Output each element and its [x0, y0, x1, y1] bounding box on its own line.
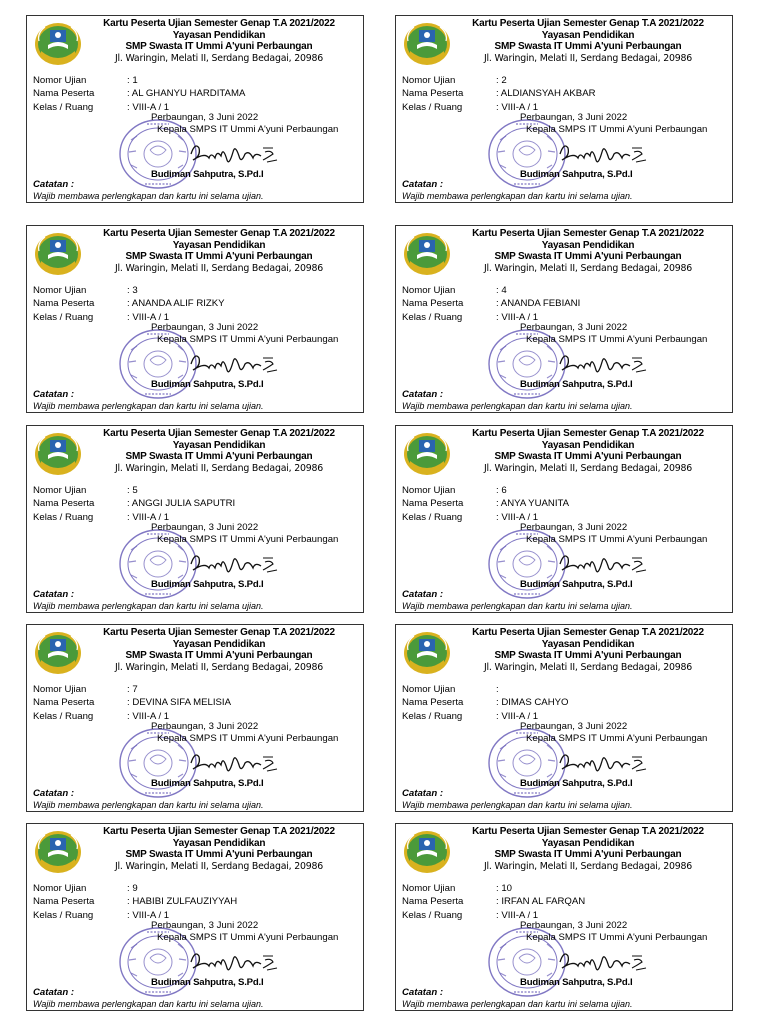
- value-kelas-ruang: : VIII-A / 1: [127, 101, 170, 113]
- exam-card: [26, 15, 364, 203]
- label-nama-peserta: Nama Peserta: [402, 298, 464, 310]
- place-date: Perbaungan, 3 Juni 2022: [151, 322, 259, 333]
- signer-name: Budiman Sahputra, S.Pd.I: [520, 778, 633, 789]
- value-nama-peserta: : AL GHANYU HARDITAMA: [127, 88, 246, 100]
- label-kelas-ruang: Kelas / Ruang: [402, 909, 463, 921]
- value-nama-peserta: : ANGGI JULIA SAPUTRI: [127, 498, 236, 510]
- card-header: [444, 627, 732, 673]
- value-nomor-ujian: : 1: [127, 75, 138, 86]
- value-nama-peserta: : DEVINA SIFA MELISIA: [127, 697, 231, 709]
- label-nama-peserta: Nama Peserta: [402, 896, 464, 908]
- note-text: Wajib membawa perlengkapan dan kartu ini selama ujian.: [33, 191, 264, 201]
- field-row-nomor: [33, 684, 353, 697]
- exam-card: [395, 15, 733, 203]
- card-header: [444, 428, 732, 474]
- participant-fields: [33, 684, 353, 724]
- label-nomor-ujian: Nomor Ujian: [33, 684, 87, 695]
- school-name: SMP Swasta IT Ummi A'yuni Perbaungan: [125, 451, 313, 463]
- place-date: Perbaungan, 3 Juni 2022: [520, 920, 628, 931]
- field-row-nomor: [402, 75, 722, 88]
- participant-fields: [402, 684, 722, 724]
- label-nomor-ujian: Nomor Ujian: [33, 883, 87, 894]
- foundation-name: Yayasan Pendidikan: [172, 638, 266, 650]
- field-row-nama: [33, 498, 353, 511]
- signature-icon: [187, 348, 287, 380]
- school-address: Jl. Waringin, Melati II, Serdang Bedagai, 20986: [114, 52, 324, 64]
- participant-fields: [33, 285, 353, 325]
- exam-card: [395, 225, 733, 413]
- value-kelas-ruang: : VIII-A / 1: [127, 311, 170, 323]
- signer-title: Kepala SMPS IT Ummi A'yuni Perbaungan: [157, 534, 339, 545]
- note-label: Catatan :: [402, 987, 444, 998]
- card-title: Kartu Peserta Ujian Semester Genap T.A 2021/2022: [103, 627, 335, 638]
- exam-card: [26, 624, 364, 812]
- card-title: Kartu Peserta Ujian Semester Genap T.A 2021/2022: [472, 228, 704, 239]
- label-nama-peserta: Nama Peserta: [402, 697, 464, 709]
- place-date: Perbaungan, 3 Juni 2022: [520, 522, 628, 533]
- participant-fields: [402, 485, 722, 525]
- label-nomor-ujian: Nomor Ujian: [33, 285, 87, 296]
- foundation-name: Yayasan Pendidikan: [541, 638, 635, 650]
- value-kelas-ruang: : VIII-A / 1: [496, 101, 539, 113]
- school-name: SMP Swasta IT Ummi A'yuni Perbaungan: [125, 251, 313, 263]
- note-text: Wajib membawa perlengkapan dan kartu ini selama ujian.: [402, 999, 633, 1009]
- participant-fields: [402, 285, 722, 325]
- field-row-nomor: [402, 883, 722, 896]
- value-kelas-ruang: : VIII-A / 1: [496, 311, 539, 323]
- school-address: Jl. Waringin, Melati II, Serdang Bedagai, 20986: [114, 462, 324, 474]
- label-nama-peserta: Nama Peserta: [402, 498, 464, 510]
- field-row-nomor: [33, 883, 353, 896]
- field-row-nama: [402, 498, 722, 511]
- place-date: Perbaungan, 3 Juni 2022: [520, 721, 628, 732]
- label-nomor-ujian: Nomor Ujian: [402, 684, 456, 695]
- school-address: Jl. Waringin, Melati II, Serdang Bedagai, 20986: [483, 860, 693, 872]
- value-nomor-ujian: : 5: [127, 485, 138, 496]
- value-kelas-ruang: : VIII-A / 1: [127, 511, 170, 523]
- exam-card: [26, 425, 364, 613]
- value-nomor-ujian: : 9: [127, 883, 138, 894]
- value-nomor-ujian: :: [496, 684, 499, 695]
- label-nama-peserta: Nama Peserta: [33, 498, 95, 510]
- label-kelas-ruang: Kelas / Ruang: [33, 710, 94, 722]
- note-label: Catatan :: [402, 788, 444, 799]
- value-nomor-ujian: : 6: [496, 485, 507, 496]
- signer-title: Kepala SMPS IT Ummi A'yuni Perbaungan: [157, 932, 339, 943]
- exam-card: [395, 425, 733, 613]
- place-date: Perbaungan, 3 Juni 2022: [151, 522, 259, 533]
- value-nama-peserta: : ANYA YUANITA: [496, 498, 570, 510]
- note-label: Catatan :: [33, 788, 75, 799]
- signature-icon: [187, 747, 287, 779]
- card-title: Kartu Peserta Ujian Semester Genap T.A 2021/2022: [472, 826, 704, 837]
- note-label: Catatan :: [402, 389, 444, 400]
- card-title: Kartu Peserta Ujian Semester Genap T.A 2021/2022: [472, 428, 704, 439]
- signer-name: Budiman Sahputra, S.Pd.I: [151, 379, 264, 390]
- field-row-nama: [402, 88, 722, 101]
- signer-name: Budiman Sahputra, S.Pd.I: [520, 579, 633, 590]
- label-kelas-ruang: Kelas / Ruang: [402, 710, 463, 722]
- value-nomor-ujian: : 4: [496, 285, 507, 296]
- note-label: Catatan :: [33, 389, 75, 400]
- place-date: Perbaungan, 3 Juni 2022: [520, 112, 628, 123]
- label-nama-peserta: Nama Peserta: [33, 896, 95, 908]
- label-nomor-ujian: Nomor Ujian: [33, 75, 87, 86]
- card-title: Kartu Peserta Ujian Semester Genap T.A 2021/2022: [103, 228, 335, 239]
- school-address: Jl. Waringin, Melati II, Serdang Bedagai, 20986: [114, 262, 324, 274]
- note-label: Catatan :: [33, 987, 75, 998]
- signature-icon: [556, 138, 656, 170]
- foundation-name: Yayasan Pendidikan: [541, 29, 635, 41]
- school-address: Jl. Waringin, Melati II, Serdang Bedagai, 20986: [483, 661, 693, 673]
- label-kelas-ruang: Kelas / Ruang: [33, 101, 94, 113]
- value-nama-peserta: : IRFAN AL FARQAN: [496, 896, 586, 908]
- card-header: [444, 18, 732, 64]
- participant-fields: [33, 75, 353, 115]
- label-kelas-ruang: Kelas / Ruang: [33, 909, 94, 921]
- school-address: Jl. Waringin, Melati II, Serdang Bedagai, 20986: [114, 860, 324, 872]
- place-date: Perbaungan, 3 Juni 2022: [520, 322, 628, 333]
- field-row-nomor: [402, 285, 722, 298]
- label-nama-peserta: Nama Peserta: [33, 298, 95, 310]
- school-name: SMP Swasta IT Ummi A'yuni Perbaungan: [494, 849, 682, 861]
- signer-name: Budiman Sahputra, S.Pd.I: [151, 579, 264, 590]
- label-nomor-ujian: Nomor Ujian: [402, 883, 456, 894]
- school-name: SMP Swasta IT Ummi A'yuni Perbaungan: [494, 451, 682, 463]
- card-header: [75, 826, 363, 872]
- label-nomor-ujian: Nomor Ujian: [402, 75, 456, 86]
- value-kelas-ruang: : VIII-A / 1: [496, 909, 539, 921]
- place-date: Perbaungan, 3 Juni 2022: [151, 721, 259, 732]
- label-nama-peserta: Nama Peserta: [33, 697, 95, 709]
- field-row-nomor: [402, 485, 722, 498]
- card-header: [75, 18, 363, 64]
- label-nomor-ujian: Nomor Ujian: [402, 485, 456, 496]
- participant-fields: [33, 883, 353, 923]
- signer-name: Budiman Sahputra, S.Pd.I: [151, 977, 264, 988]
- school-name: SMP Swasta IT Ummi A'yuni Perbaungan: [494, 41, 682, 53]
- note-text: Wajib membawa perlengkapan dan kartu ini selama ujian.: [33, 800, 264, 810]
- exam-card: [395, 823, 733, 1011]
- field-row-nama: [402, 896, 722, 909]
- card-title: Kartu Peserta Ujian Semester Genap T.A 2021/2022: [472, 18, 704, 29]
- card-header: [444, 228, 732, 274]
- signer-title: Kepala SMPS IT Ummi A'yuni Perbaungan: [526, 932, 708, 943]
- school-address: Jl. Waringin, Melati II, Serdang Bedagai, 20986: [114, 661, 324, 673]
- school-name: SMP Swasta IT Ummi A'yuni Perbaungan: [494, 251, 682, 263]
- signer-title: Kepala SMPS IT Ummi A'yuni Perbaungan: [526, 733, 708, 744]
- school-address: Jl. Waringin, Melati II, Serdang Bedagai, 20986: [483, 262, 693, 274]
- value-nama-peserta: : ANANDA FEBIANI: [496, 298, 581, 310]
- label-kelas-ruang: Kelas / Ruang: [402, 311, 463, 323]
- field-row-nomor: [402, 684, 722, 697]
- field-row-nama: [33, 298, 353, 311]
- note-text: Wajib membawa perlengkapan dan kartu ini selama ujian.: [402, 601, 633, 611]
- value-kelas-ruang: : VIII-A / 1: [127, 710, 170, 722]
- exam-card: [395, 624, 733, 812]
- label-nomor-ujian: Nomor Ujian: [402, 285, 456, 296]
- value-nama-peserta: : DIMAS CAHYO: [496, 697, 569, 709]
- signer-title: Kepala SMPS IT Ummi A'yuni Perbaungan: [157, 733, 339, 744]
- signer-name: Budiman Sahputra, S.Pd.I: [151, 778, 264, 789]
- note-text: Wajib membawa perlengkapan dan kartu ini selama ujian.: [33, 401, 264, 411]
- participant-fields: [402, 75, 722, 115]
- signer-name: Budiman Sahputra, S.Pd.I: [520, 977, 633, 988]
- participant-fields: [33, 485, 353, 525]
- card-title: Kartu Peserta Ujian Semester Genap T.A 2021/2022: [103, 428, 335, 439]
- note-text: Wajib membawa perlengkapan dan kartu ini selama ujian.: [402, 191, 633, 201]
- signer-name: Budiman Sahputra, S.Pd.I: [151, 169, 264, 180]
- value-kelas-ruang: : VIII-A / 1: [496, 710, 539, 722]
- foundation-name: Yayasan Pendidikan: [172, 837, 266, 849]
- note-text: Wajib membawa perlengkapan dan kartu ini selama ujian.: [33, 601, 264, 611]
- note-label: Catatan :: [402, 179, 444, 190]
- card-title: Kartu Peserta Ujian Semester Genap T.A 2021/2022: [472, 627, 704, 638]
- field-row-nomor: [33, 75, 353, 88]
- value-kelas-ruang: : VIII-A / 1: [496, 511, 539, 523]
- signer-title: Kepala SMPS IT Ummi A'yuni Perbaungan: [526, 334, 708, 345]
- field-row-nama: [33, 697, 353, 710]
- foundation-name: Yayasan Pendidikan: [172, 29, 266, 41]
- signature-icon: [187, 946, 287, 978]
- value-nomor-ujian: : 2: [496, 75, 507, 86]
- value-nama-peserta: : ANANDA ALIF RIZKY: [127, 298, 225, 310]
- note-text: Wajib membawa perlengkapan dan kartu ini selama ujian.: [402, 401, 633, 411]
- card-header: [75, 428, 363, 474]
- exam-card: [26, 225, 364, 413]
- label-kelas-ruang: Kelas / Ruang: [33, 311, 94, 323]
- label-kelas-ruang: Kelas / Ruang: [402, 511, 463, 523]
- card-title: Kartu Peserta Ujian Semester Genap T.A 2021/2022: [103, 826, 335, 837]
- foundation-name: Yayasan Pendidikan: [541, 239, 635, 251]
- field-row-nama: [33, 896, 353, 909]
- foundation-name: Yayasan Pendidikan: [172, 239, 266, 251]
- signer-name: Budiman Sahputra, S.Pd.I: [520, 169, 633, 180]
- value-nama-peserta: : ALDIANSYAH AKBAR: [496, 88, 596, 100]
- value-nama-peserta: : HABIBI ZULFAUZIYYAH: [127, 896, 238, 908]
- field-row-nama: [402, 298, 722, 311]
- school-name: SMP Swasta IT Ummi A'yuni Perbaungan: [125, 849, 313, 861]
- field-row-nama: [33, 88, 353, 101]
- school-address: Jl. Waringin, Melati II, Serdang Bedagai, 20986: [483, 52, 693, 64]
- signature-icon: [556, 548, 656, 580]
- place-date: Perbaungan, 3 Juni 2022: [151, 112, 259, 123]
- note-text: Wajib membawa perlengkapan dan kartu ini selama ujian.: [33, 999, 264, 1009]
- signer-title: Kepala SMPS IT Ummi A'yuni Perbaungan: [157, 334, 339, 345]
- foundation-name: Yayasan Pendidikan: [172, 439, 266, 451]
- label-nama-peserta: Nama Peserta: [402, 88, 464, 100]
- note-label: Catatan :: [33, 179, 75, 190]
- school-name: SMP Swasta IT Ummi A'yuni Perbaungan: [125, 650, 313, 662]
- signer-name: Budiman Sahputra, S.Pd.I: [520, 379, 633, 390]
- value-nomor-ujian: : 7: [127, 684, 138, 695]
- signer-title: Kepala SMPS IT Ummi A'yuni Perbaungan: [526, 124, 708, 135]
- label-nama-peserta: Nama Peserta: [33, 88, 95, 100]
- signer-title: Kepala SMPS IT Ummi A'yuni Perbaungan: [157, 124, 339, 135]
- exam-card: [26, 823, 364, 1011]
- value-nomor-ujian: : 10: [496, 883, 513, 894]
- signature-icon: [556, 747, 656, 779]
- field-row-nomor: [33, 285, 353, 298]
- place-date: Perbaungan, 3 Juni 2022: [151, 920, 259, 931]
- signature-icon: [556, 946, 656, 978]
- school-name: SMP Swasta IT Ummi A'yuni Perbaungan: [494, 650, 682, 662]
- school-name: SMP Swasta IT Ummi A'yuni Perbaungan: [125, 41, 313, 53]
- signature-icon: [187, 548, 287, 580]
- foundation-name: Yayasan Pendidikan: [541, 837, 635, 849]
- label-kelas-ruang: Kelas / Ruang: [402, 101, 463, 113]
- school-address: Jl. Waringin, Melati II, Serdang Bedagai, 20986: [483, 462, 693, 474]
- signature-icon: [556, 348, 656, 380]
- signer-title: Kepala SMPS IT Ummi A'yuni Perbaungan: [526, 534, 708, 545]
- card-header: [75, 627, 363, 673]
- label-nomor-ujian: Nomor Ujian: [33, 485, 87, 496]
- value-kelas-ruang: : VIII-A / 1: [127, 909, 170, 921]
- signature-icon: [187, 138, 287, 170]
- field-row-nama: [402, 697, 722, 710]
- card-title: Kartu Peserta Ujian Semester Genap T.A 2021/2022: [103, 18, 335, 29]
- card-header: [444, 826, 732, 872]
- note-text: Wajib membawa perlengkapan dan kartu ini selama ujian.: [402, 800, 633, 810]
- note-label: Catatan :: [33, 589, 75, 600]
- note-label: Catatan :: [402, 589, 444, 600]
- field-row-nomor: [33, 485, 353, 498]
- label-kelas-ruang: Kelas / Ruang: [33, 511, 94, 523]
- value-nomor-ujian: : 3: [127, 285, 138, 296]
- card-header: [75, 228, 363, 274]
- participant-fields: [402, 883, 722, 923]
- foundation-name: Yayasan Pendidikan: [541, 439, 635, 451]
